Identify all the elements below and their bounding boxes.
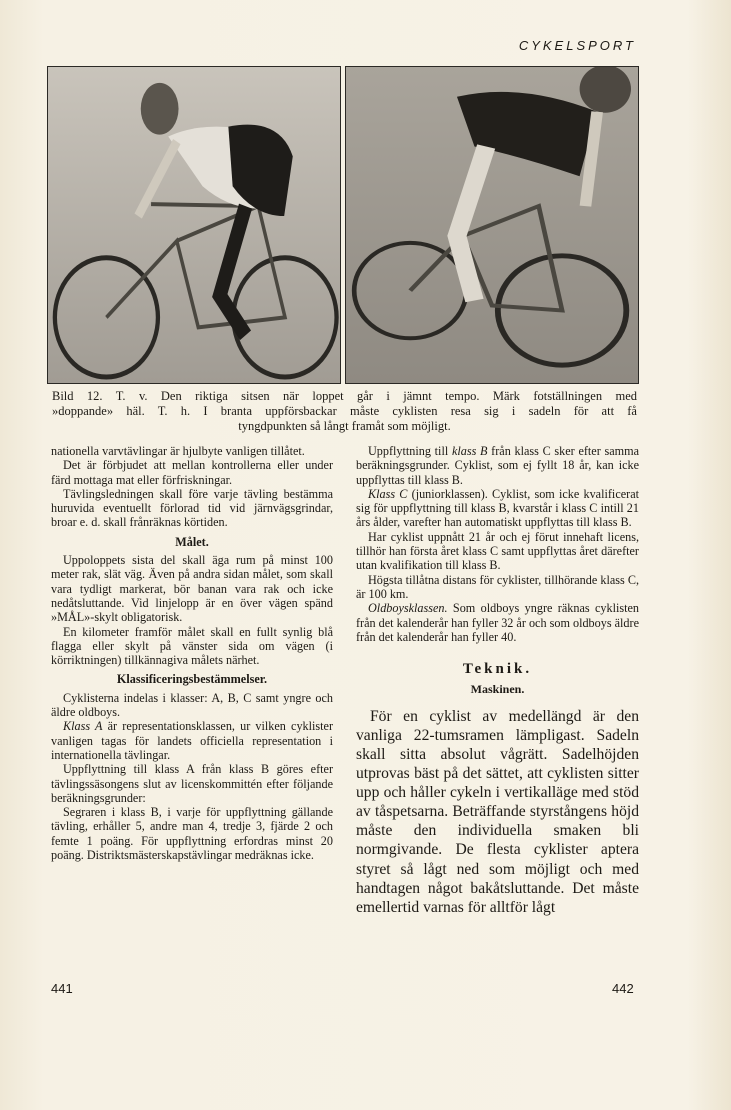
paragraph: Det är förbjudet att mellan kontrollerna eller under färd mottaga mat eller förfriskningar. <box>51 458 333 487</box>
page-number-left: 441 <box>51 981 73 996</box>
paragraph: Uppflyttning till klass B från klass C sker efter samma beräkningsgrunder. Cyklist, som ej fyllt 18 år, kan icke uppflyttas till klass B. <box>356 444 639 487</box>
paragraph: För en cyklist av medellängd är den vanliga 22-tumsramen lämpligast. Sadeln skall sitta absolut vågrätt. Sadelhöjden utprovas bäst på det sättet, att cyklisten sitter upp och håller cykeln i vertikalläge med stöd av tåspetsarna. Beträffande styrstångens höjd måste den individuella smaken bli normgivande. De flesta cyklister aptera styret så lågt ned som möjligt och med handtagen något bakåtsluttande. Det måste emellertid varnas för alltför lågt <box>356 707 639 916</box>
paragraph: En kilometer framför målet skall en fullt synlig blå flagga eller skylt på vänster sida om vägen (i körriktningen) tillkännagiva målets närhet. <box>51 624 333 668</box>
paragraph: Tävlingsledningen skall före varje tävling bestämma huruvida eventuellt förlorad tid vid järnvägsgrindar, broar e. d. skall frånräknas körtiden. <box>51 486 333 530</box>
section-heading-teknik: Teknik. <box>462 661 533 678</box>
body-text-large <box>356 707 639 917</box>
paragraph: Uppoloppets sista del skall äga rum på minst 100 meter rak, slät väg. Även på andra sidan målet, som skall vara tydligt markerat, bör banan vara rak och icke nedåtsluttande. Vid linjelopp är en över vägen spänd »MÅL»-skylt obligatorisk. <box>51 553 333 625</box>
term-oldboys: Oldboysklassen. <box>368 601 448 616</box>
caption-line-1: Bild 12. T. v. Den riktiga sitsen när loppet går i jämnt tempo. Märk fotställningen med <box>52 389 637 403</box>
photo-cyclist-steady-pace <box>47 66 341 384</box>
paragraph: Har cyklist uppnått 21 år och ej förut innehaft licens, tillhör han första året klass C samt uppflyttas året därefter utan kvalifikation till klass B. <box>356 529 639 573</box>
paragraph: Uppflyttning till klass A från klass B göres efter tävlingssäsongens slut av licenskommittén efter följande beräkningsgrunder: <box>51 762 333 805</box>
paragraph: Cyklisterna indelas i klasser: A, B, C samt yngre och äldre oldboys. <box>51 690 333 720</box>
caption-line-3: tyngdpunkten så långt framåt som möjligt. <box>238 419 451 433</box>
term-klass-b: klass B <box>451 444 488 458</box>
photo-row <box>47 66 639 384</box>
page-number-right: 442 <box>612 981 634 996</box>
term-klass-c: Klass C <box>368 486 408 501</box>
photo-cyclist-uphill <box>345 66 639 384</box>
figure-caption <box>52 389 637 434</box>
paragraph: Klass A är representationsklassen, ur vilken cyklister vanligen tagas för landets officiella representation i internationella tävlingar. <box>51 719 334 762</box>
section-heading-klassificering: Klassificeringsbestämmelser. <box>116 672 268 687</box>
term-klass-a: Klass A <box>63 719 103 734</box>
paragraph: Segraren i klass B, i varje för uppflyttning gällande tävling, erhåller 5, andre man 4, tredje 3, fjärde 2 och femte 1 poäng. För uppflyttning erfordras minst 20 poäng. Distriktsmästerskapstävlingar medräknas icke. <box>51 805 333 863</box>
left-column <box>51 444 333 862</box>
running-head: CYKELSPORT <box>518 38 636 53</box>
right-column <box>356 444 639 917</box>
paragraph: Klass C (juniorklassen). Cyklist, som icke kvalificerat sig för uppflyttning till klass B, kvarstår i klass C intill 21 års ålder, varefter han automatiskt uppflyttas till klass B. <box>356 486 639 530</box>
paragraph: Oldboysklassen. Som oldboys yngre räknas cyklisten från det kalenderår han fyller 32 år och som oldboys äldre från det kalenderår han fyller 40. <box>356 601 639 644</box>
subheading-maskinen: Maskinen. <box>470 682 525 697</box>
paragraph: Högsta tillåtna distans för cyklister, tillhörande klass C, är 100 km. <box>356 572 639 601</box>
caption-line-2: »doppande» häl. T. h. I branta uppförsbackar måste cyklisten resa sig i sadeln för att få <box>52 404 637 418</box>
paragraph: nationella varvtävlingar är hjulbyte vanligen tillåtet. <box>51 444 305 458</box>
section-heading-malet: Målet. <box>175 534 209 549</box>
